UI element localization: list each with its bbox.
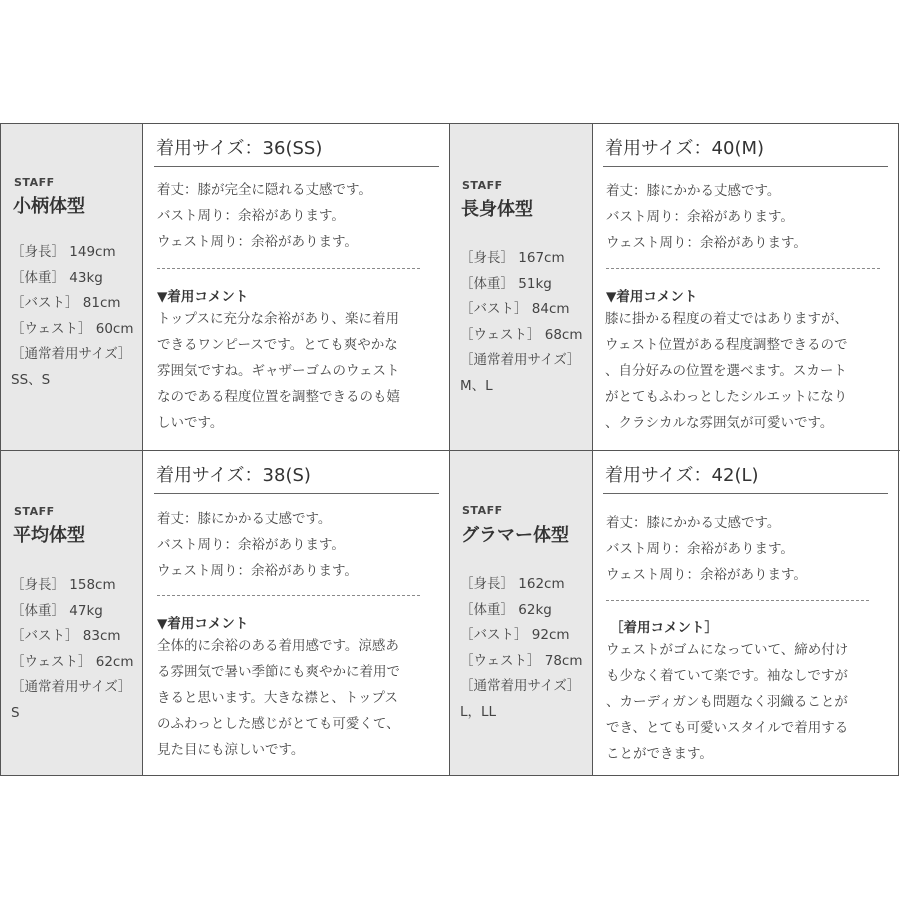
dashed-divider [157, 268, 420, 269]
comment-line: のふわっとした感じがとても可愛くて、 [157, 716, 400, 732]
measurement-waist: ［ウェスト］ 68cm [460, 326, 583, 343]
measurement-height: ［身長］ 162cm [460, 576, 565, 592]
fit-bust: バスト周り：余裕があります。 [157, 537, 345, 553]
staff-measurements [11, 240, 134, 394]
body-type-heading: グラマー体型 [461, 525, 569, 546]
fit-bust: バスト周り：余裕があります。 [606, 209, 794, 225]
usual-size-label: ［通常着用サイズ］ [460, 678, 581, 695]
usual-size-value: S [11, 704, 20, 721]
fit-notes [606, 178, 807, 256]
dashed-divider [606, 600, 869, 601]
staff-comment [157, 306, 400, 436]
comment-line: ことができます。 [606, 746, 713, 762]
measurement-bust: ［バスト］ 83cm [11, 628, 121, 645]
fit-length: 着丈：膝にかかる丈感です。 [157, 511, 332, 527]
title-underline [154, 166, 439, 167]
staff-comment [157, 633, 400, 763]
fit-bust: バスト周り：余裕があります。 [157, 208, 345, 224]
fit-notes [606, 510, 807, 588]
measurement-height: ［身長］ 158cm [11, 577, 116, 593]
comment-line: がとてもふわっとしたシルエットになり [605, 389, 848, 405]
comment-line: でき、とても可愛いスタイルで着用する [606, 720, 849, 736]
comment-line: ウェストがゴムになっていて、締め付け [606, 642, 849, 658]
title-underline [603, 493, 888, 494]
worn-size-title: 着用サイズ：40(M) [605, 138, 765, 159]
staff-measurements [11, 573, 134, 727]
measurement-waist: ［ウェスト］ 78cm [460, 652, 583, 669]
dashed-divider [606, 268, 880, 269]
staff-comment [605, 306, 848, 436]
comment-line: なのである程度位置を調整できるのも嬉 [157, 389, 400, 405]
fit-waist: ウェスト周り：余裕があります。 [606, 567, 807, 583]
usual-size-label: ［通常着用サイズ］ [11, 346, 132, 363]
body-type-heading: 平均体型 [13, 525, 85, 546]
measurement-waist: ［ウェスト］ 62cm [11, 653, 134, 670]
comment-line: できるワンピースです。とても爽やかな [157, 337, 398, 353]
fit-notes [157, 177, 372, 255]
staff-label: STAFF [14, 505, 55, 518]
comment-heading: ▼着用コメント [157, 289, 249, 305]
worn-size-title: 着用サイズ：42(L) [605, 465, 759, 486]
staff-label: STAFF [462, 179, 503, 192]
staff-measurements [460, 572, 583, 726]
comment-line: ウェスト位置がある程度調整できるので [605, 337, 848, 353]
usual-size-label: ［通常着用サイズ］ [460, 352, 581, 369]
measurement-bust: ［バスト］ 92cm [460, 627, 570, 644]
fit-waist: ウェスト周り：余裕があります。 [157, 234, 358, 250]
measurement-height: ［身長］ 149cm [11, 244, 116, 260]
usual-size-value: SS、S [11, 371, 51, 388]
measurement-bust: ［バスト］ 84cm [460, 301, 570, 318]
usual-size-label: ［通常着用サイズ］ [11, 679, 132, 696]
measurement-bust: ［バスト］ 81cm [11, 295, 121, 312]
comment-line: 雰囲気ですね。ギャザーゴムのウェスト [157, 363, 400, 379]
title-underline [603, 166, 888, 167]
measurement-waist: ［ウェスト］ 60cm [11, 320, 134, 337]
staff-label: STAFF [462, 504, 503, 517]
fit-waist: ウェスト周り：余裕があります。 [606, 235, 807, 251]
comment-heading: ▼着用コメント [157, 616, 249, 632]
comment-line: る雰囲気で暑い季節にも爽やかに着用で [157, 664, 400, 680]
fit-notes [157, 506, 358, 584]
comment-heading: ▼着用コメント [606, 289, 698, 305]
comment-line: 、自分好みの位置を選べます。スカート [605, 363, 847, 379]
comment-line: 全体的に余裕のある着用感です。涼感あ [157, 638, 399, 654]
comment-line: 見た目にも涼しいです。 [157, 742, 305, 758]
comment-line: しいです。 [157, 415, 224, 431]
comment-line: トップスに充分な余裕があり、楽に着用 [157, 311, 400, 327]
measurement-weight: ［体重］ 51kg [460, 275, 552, 292]
body-type-heading: 小柄体型 [13, 196, 85, 217]
fit-length: 着丈：膝にかかる丈感です。 [606, 183, 781, 199]
column-divider [142, 123, 143, 776]
comment-line: 膝に掛かる程度の着丈ではありますが、 [605, 311, 848, 327]
fit-length: 着丈：膝が完全に隠れる丈感です。 [157, 182, 372, 198]
measurement-weight: ［体重］ 47kg [11, 602, 103, 619]
staff-measurements [460, 246, 583, 400]
fit-length: 着丈：膝にかかる丈感です。 [606, 515, 781, 531]
worn-size-title: 着用サイズ：38(S) [156, 465, 311, 486]
body-type-heading: 長身体型 [461, 199, 533, 220]
title-underline [154, 493, 439, 494]
comment-heading: ［着用コメント］ [610, 620, 718, 636]
staff-label: STAFF [14, 176, 55, 189]
measurement-height: ［身長］ 167cm [460, 250, 565, 266]
measurement-weight: ［体重］ 62kg [460, 601, 552, 618]
usual-size-value: L，LL [460, 703, 497, 720]
fit-bust: バスト周り：余裕があります。 [606, 541, 794, 557]
comment-line: も少なく着ていて楽です。袖なしですが [606, 668, 848, 684]
staff-comment [606, 637, 848, 767]
comment-line: 、クラシカルな雰囲気が可愛いです。 [605, 415, 834, 431]
column-divider [592, 123, 593, 776]
comment-line: 、カーディガンも問題なく羽織ることが [606, 694, 848, 710]
worn-size-title: 着用サイズ：36(SS) [156, 138, 323, 159]
comment-line: きると思います。大きな襟と、トップス [157, 690, 398, 706]
usual-size-value: M、L [460, 377, 493, 394]
fit-waist: ウェスト周り：余裕があります。 [157, 563, 358, 579]
dashed-divider [157, 595, 420, 596]
measurement-weight: ［体重］ 43kg [11, 269, 103, 286]
